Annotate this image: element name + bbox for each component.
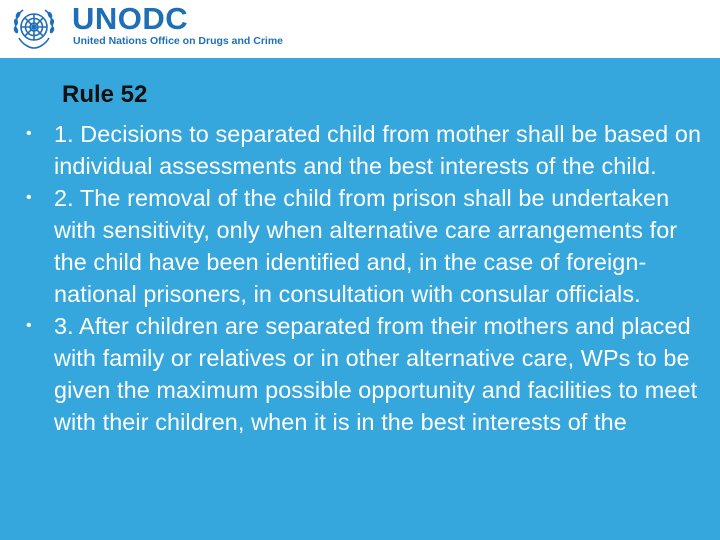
list-item <box>26 310 706 438</box>
bullet-text: 3. After children are separated from their mothers and placed with family or relatives or in other alternative care, WPs to be given the maximum possible opportunity and facilities to meet with their children, when it is in the best interests of the <box>54 313 698 435</box>
logo-subtitle: United Nations Office on Drugs and Crime <box>73 35 284 47</box>
list-item <box>26 182 706 310</box>
bullet-text: 1. Decisions to separated child from mother shall be based on individual assessments and the best interests of the child. <box>54 121 702 179</box>
bullet-dot-icon: • <box>26 189 32 206</box>
logo-name: UNODC <box>72 1 189 36</box>
bullet-list <box>26 118 706 438</box>
slide-title: Rule 52 <box>62 81 148 108</box>
bullet-dot-icon: • <box>26 125 32 142</box>
header-bar <box>0 0 720 58</box>
bullet-text: 2. The removal of the child from prison shall be undertaken with sensitivity, only when alternative care arrangements for the child have been identified and, in the case of foreign-national prisoners, in consultation with consular officials. <box>54 185 678 307</box>
list-item <box>26 118 706 182</box>
un-emblem-icon <box>8 3 60 55</box>
bullet-dot-icon: • <box>26 317 32 334</box>
